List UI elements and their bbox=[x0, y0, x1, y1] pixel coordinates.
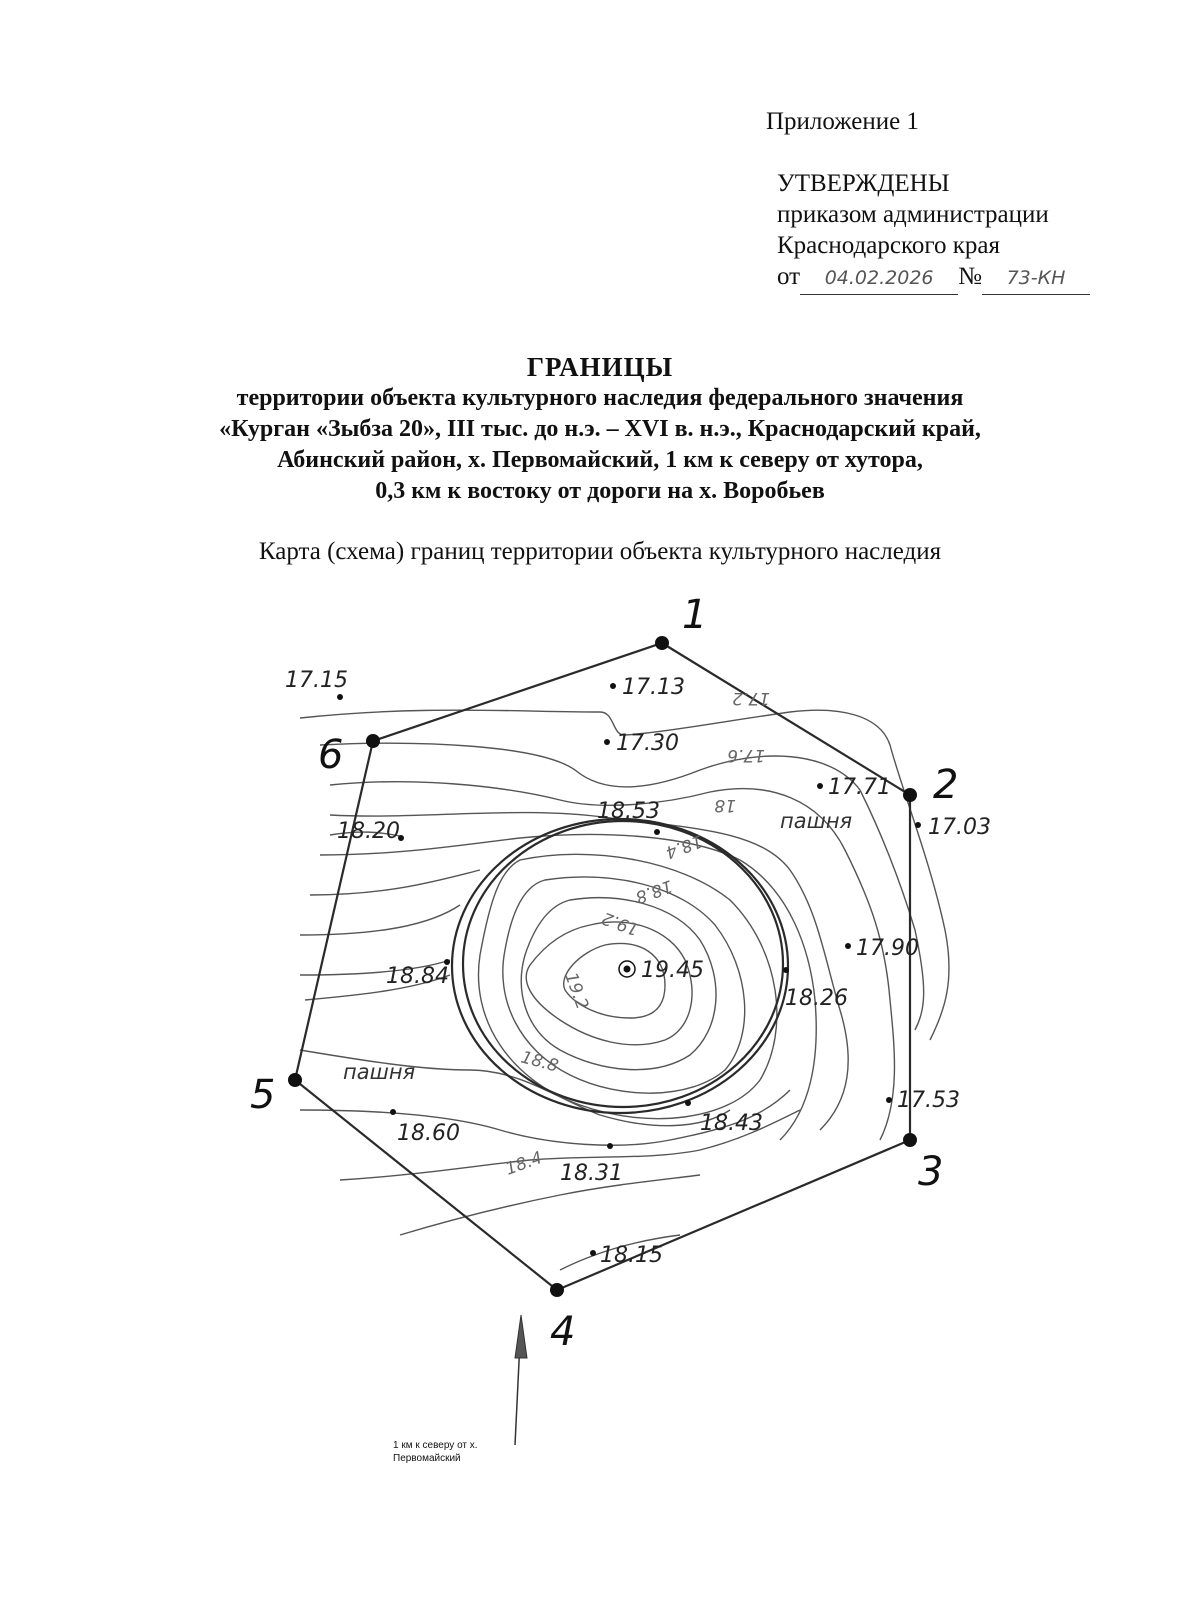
contour-label: 17.2 bbox=[732, 688, 770, 708]
approved-title: УТВЕРЖДЕНЫ bbox=[777, 170, 950, 197]
boundary-point-marker bbox=[550, 1283, 564, 1297]
contour-line bbox=[478, 854, 776, 1118]
elevation-label: 18.26 bbox=[785, 986, 848, 1011]
title-line-2: «Курган «Зыбза 20», III тыс. до н.э. – XVI в. н.э., Краснодарский край, bbox=[219, 416, 981, 442]
boundary-point-marker bbox=[655, 636, 669, 650]
mound-boundary bbox=[463, 821, 783, 1107]
contour-label: 19.2 bbox=[560, 969, 593, 1013]
elevation-label: 19.45 bbox=[641, 958, 704, 983]
contour-line bbox=[400, 1175, 700, 1235]
elevation-point bbox=[915, 822, 921, 828]
elevation-label: 18.31 bbox=[560, 1161, 623, 1186]
boundary-point-label: 1 bbox=[682, 592, 708, 638]
contour-line bbox=[300, 905, 460, 935]
elevation-label: 17.13 bbox=[622, 675, 685, 700]
number-value: 73-КН bbox=[982, 263, 1090, 295]
elevation-label: 17.71 bbox=[828, 775, 891, 800]
north-caption-line-1: 1 км к северу от х. bbox=[393, 1440, 478, 1451]
approved-line-1: приказом администрации bbox=[777, 201, 1049, 228]
boundary-point-label: 3 bbox=[918, 1149, 944, 1195]
contour-label: 18.4 bbox=[662, 830, 706, 863]
elevation-point bbox=[886, 1097, 892, 1103]
elevation-label: 17.90 bbox=[856, 936, 919, 961]
elevation-point bbox=[817, 783, 823, 789]
elevation-point bbox=[610, 683, 616, 689]
contour-label: 18.8 bbox=[632, 875, 676, 908]
title-line-3: Абинский район, х. Первомайский, 1 км к северу от хутора, bbox=[277, 447, 923, 473]
elevation-label: 18.20 bbox=[337, 819, 400, 844]
date-prefix: от bbox=[777, 263, 801, 290]
approved-line-2: Краснодарского края bbox=[777, 232, 1000, 259]
elevation-label: 17.30 bbox=[616, 731, 679, 756]
elevation-point bbox=[783, 967, 789, 973]
boundary-point-label: 4 bbox=[550, 1309, 576, 1355]
number-prefix: № bbox=[958, 263, 982, 290]
elevation-label: 18.43 bbox=[700, 1111, 763, 1136]
map-subtitle: Карта (схема) границ территории объекта культурного наследия bbox=[258, 538, 942, 565]
boundary-point-marker bbox=[903, 788, 917, 802]
elevation-point bbox=[624, 966, 631, 973]
boundary-point-marker bbox=[903, 1133, 917, 1147]
elevation-point bbox=[390, 1109, 396, 1115]
land-label: пашня bbox=[780, 809, 853, 833]
elevation-marks bbox=[285, 668, 991, 1268]
elevation-label: 17.53 bbox=[897, 1088, 960, 1113]
elevation-label: 17.03 bbox=[928, 815, 991, 840]
boundary-point-label: 2 bbox=[933, 762, 959, 808]
elevation-point bbox=[654, 829, 660, 835]
boundary-point-label: 5 bbox=[250, 1072, 276, 1118]
boundary-point-marker bbox=[288, 1073, 302, 1087]
elevation-point bbox=[685, 1100, 691, 1106]
contour-label: 17.6 bbox=[727, 745, 765, 765]
elevation-point bbox=[337, 694, 343, 700]
appendix-label: Приложение 1 bbox=[766, 108, 919, 135]
contour-line bbox=[310, 870, 480, 895]
elevation-label: 18.15 bbox=[600, 1243, 663, 1268]
contour-line bbox=[526, 922, 692, 1045]
elevation-point bbox=[590, 1250, 596, 1256]
land-label: пашня bbox=[343, 1060, 416, 1084]
contour-label: 18.4 bbox=[502, 1147, 546, 1180]
elevation-point bbox=[604, 739, 610, 745]
title-line-4: 0,3 км к востоку от дороги на х. Воробьев bbox=[375, 478, 825, 504]
title-main: ГРАНИЦЫ bbox=[526, 352, 674, 382]
contour-label: 18.8 bbox=[518, 1047, 561, 1077]
elevation-label: 18.53 bbox=[597, 799, 660, 824]
title-line-1: территории объекта культурного наследия федерального значения bbox=[236, 385, 964, 411]
elevation-point bbox=[607, 1143, 613, 1149]
elevation-label: 17.15 bbox=[285, 668, 348, 693]
elevation-point bbox=[845, 943, 851, 949]
boundary-point-marker bbox=[366, 734, 380, 748]
elevation-label: 18.60 bbox=[397, 1121, 460, 1146]
date-value: 04.02.2026 bbox=[800, 263, 958, 295]
north-arrow-caption bbox=[393, 1439, 478, 1465]
contour-label: 18 bbox=[714, 795, 736, 815]
north-caption-line-2: Первомайский bbox=[393, 1453, 461, 1464]
north-arrow bbox=[515, 1315, 527, 1445]
elevation-label: 18.84 bbox=[386, 964, 449, 989]
contour-label: 19.2 bbox=[599, 907, 642, 940]
boundary-point-label: 6 bbox=[318, 732, 344, 778]
